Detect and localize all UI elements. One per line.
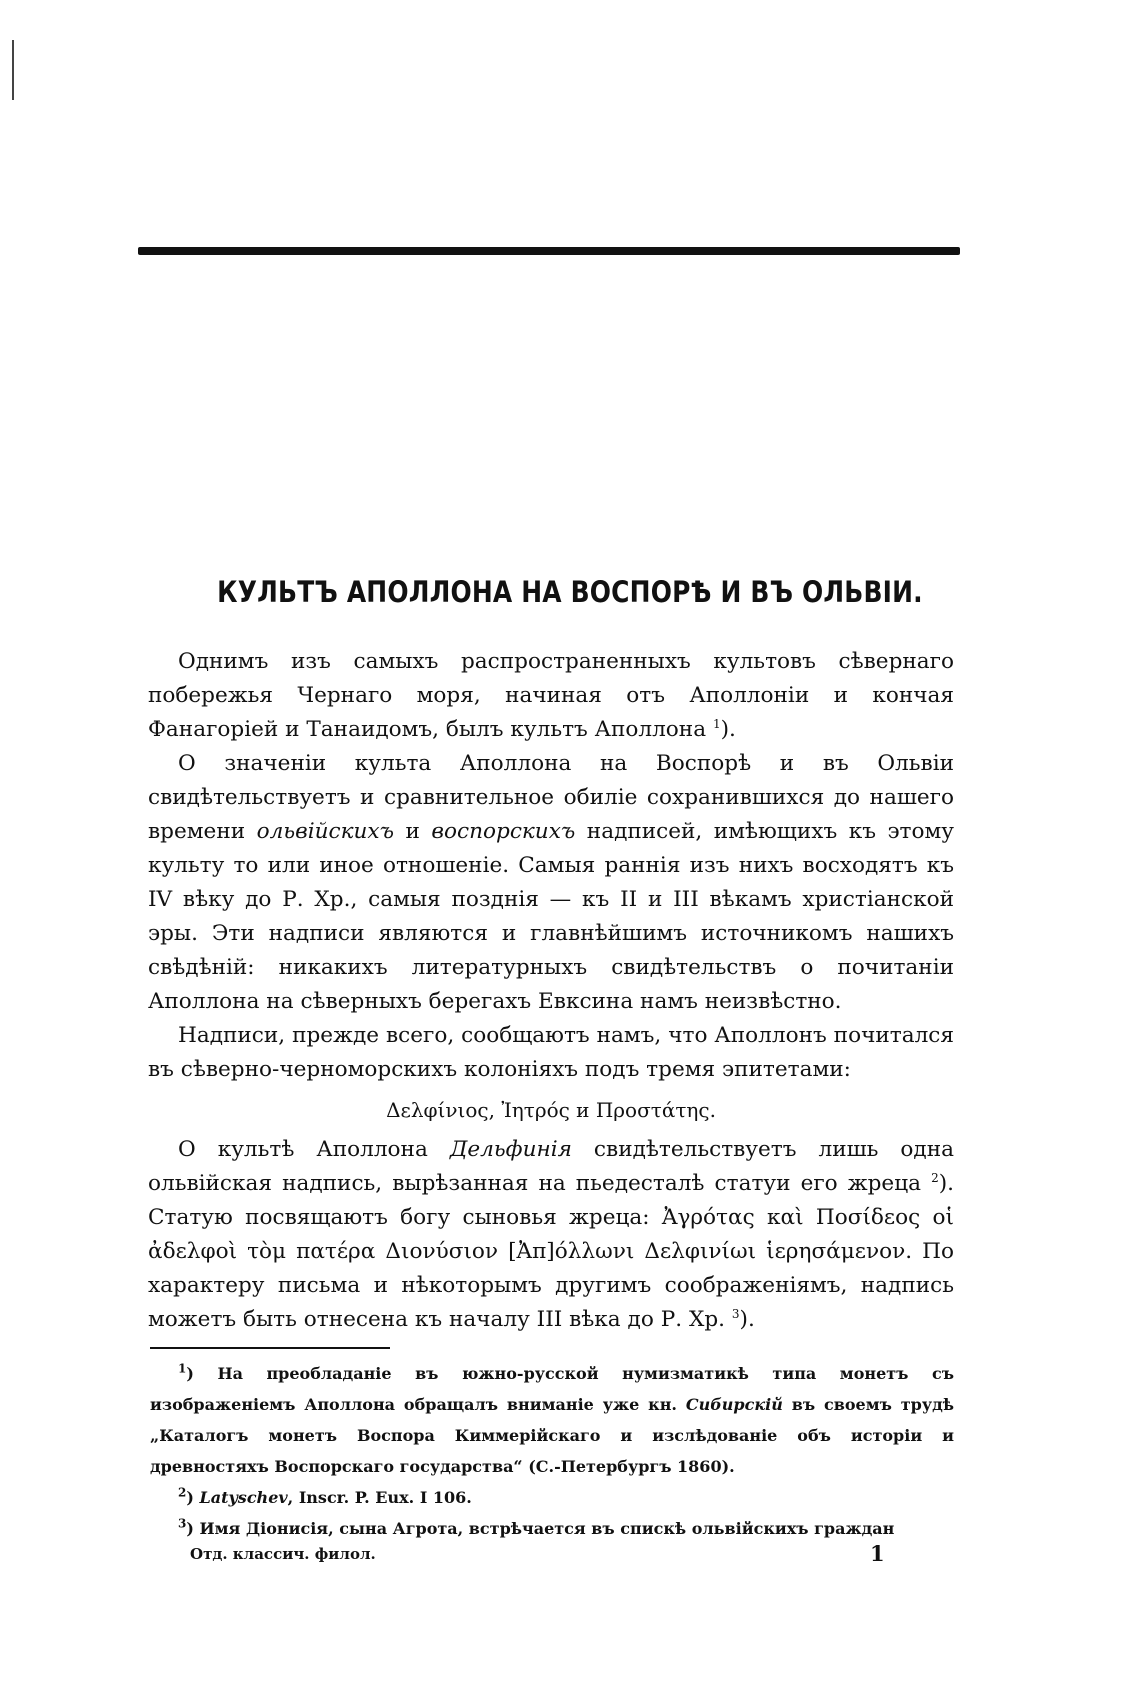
footnote-ref[interactable]: 3 [731, 1306, 740, 1321]
emphasis-text: Сибирскій [685, 1395, 783, 1414]
footnote-1 [150, 1358, 954, 1482]
footnote-ref[interactable]: 1 [712, 716, 721, 731]
header-rule [138, 247, 960, 255]
paragraph-3 [148, 1019, 954, 1087]
article-title: КУЛЬТЪ АПОЛЛОНА НА ВОСПОРѢ И ВЪ ОЛЬВІИ. [217, 575, 923, 609]
emphasis-text: воспорскихъ [431, 819, 576, 844]
signature-label: Отд. классич. филол. [190, 1545, 376, 1563]
footnote-text: въ своемъ трудѣ „Каталогъ монетъ Воспора Киммерійскаго и изслѣдованіе объ исторіи и древностяхъ Воспорскаго государства“ (С.-Петербургъ 1860). [150, 1395, 954, 1476]
article-body [148, 645, 954, 1337]
page-number: 1 [870, 1541, 885, 1566]
footnote-text: ) [186, 1488, 200, 1507]
footnote-mark: 2 [178, 1485, 187, 1500]
paragraph-text: О значеніи культа Аполлона на Воспорѣ и въ Ольвіи свидѣтельствуетъ и сравнительное обиліе сохранившихся до нашего времени [148, 751, 954, 844]
paragraph-text: свидѣтельствуетъ лишь одна ольвійская надпись, вырѣзанная на пьедесталѣ статуи его жреца [148, 1137, 954, 1196]
footnote-mark: 3 [178, 1516, 187, 1531]
footnote-3 [150, 1513, 954, 1544]
paragraph-text: О культѣ Аполлона [178, 1137, 450, 1162]
margin-mark [12, 40, 14, 100]
footnote-text: , Inscr. P. Eux. I 106. [287, 1488, 472, 1507]
footnote-mark: 1 [178, 1361, 187, 1376]
paragraph-text: надписей, имѣющихъ къ этому культу то или иное отношеніе. Самыя раннія изъ нихъ восходятъ къ IV вѣку до Р. Хр., самыя позднія — къ II и III вѣкамъ христіанской эры. Эти надписи являются и главнѣйшимъ источникомъ нашихъ свѣдѣній: никакихъ литературныхъ свидѣтельствъ о почитаніи Аполлона на сѣверныхъ берегахъ Евксина намъ неизвѣстно. [148, 819, 954, 1014]
paragraph-2 [148, 747, 954, 1019]
footnote-text: ) На преобладаніе въ южно-русской нумизматикѣ типа монетъ съ изображеніемъ Аполлона обращалъ вниманіе уже кн. [150, 1364, 954, 1414]
footnote-2 [150, 1482, 954, 1513]
emphasis-text: Latyschev [199, 1488, 288, 1507]
paragraph-text: Надписи, прежде всего, сообщаютъ намъ, что Аполлонъ почитался въ сѣверно-черноморскихъ колоніяхъ подъ тремя эпитетами: [148, 1023, 954, 1082]
footnotes [150, 1358, 954, 1544]
footnote-divider [150, 1347, 390, 1349]
emphasis-text: Дельфинія [449, 1137, 572, 1162]
paragraph-1 [148, 645, 954, 747]
paragraph-text: ). [720, 717, 736, 742]
paragraph-text: ). [739, 1307, 755, 1332]
emphasis-text: ольвійскихъ [256, 819, 394, 844]
epithets-line: Δελφίνιος, Ἰητρός и Προστάτης. [386, 1098, 716, 1122]
footnote-text: ) Имя Діонисія, сына Агрота, встрѣчается въ спискѣ ольвійскихъ граждан [186, 1519, 895, 1538]
paragraph-4 [148, 1133, 954, 1337]
paragraph-text: и [394, 819, 432, 844]
paragraph-text: Однимъ изъ самыхъ распространенныхъ культовъ сѣвернаго побережья Чернаго моря, начиная отъ Аполлоніи и кончая Фанагоріей и Танаидомъ, былъ культъ Аполлона [148, 649, 954, 742]
footnote-ref[interactable]: 2 [931, 1170, 939, 1185]
paragraph-text: ). Статую посвящаютъ богу сыновья жреца: Ἀγρότας καὶ Ποσίδεος οἱ ἀδελφοὶ τὸμ πατέρα Διονύσιον [Ἀπ]όλλωνι Δελφινίωι ἱερησάμενον. По характеру письма и нѣкоторымъ другимъ соображеніямъ, надпись можетъ быть отнесена къ началу III вѣка до Р. Хр. [148, 1171, 954, 1332]
